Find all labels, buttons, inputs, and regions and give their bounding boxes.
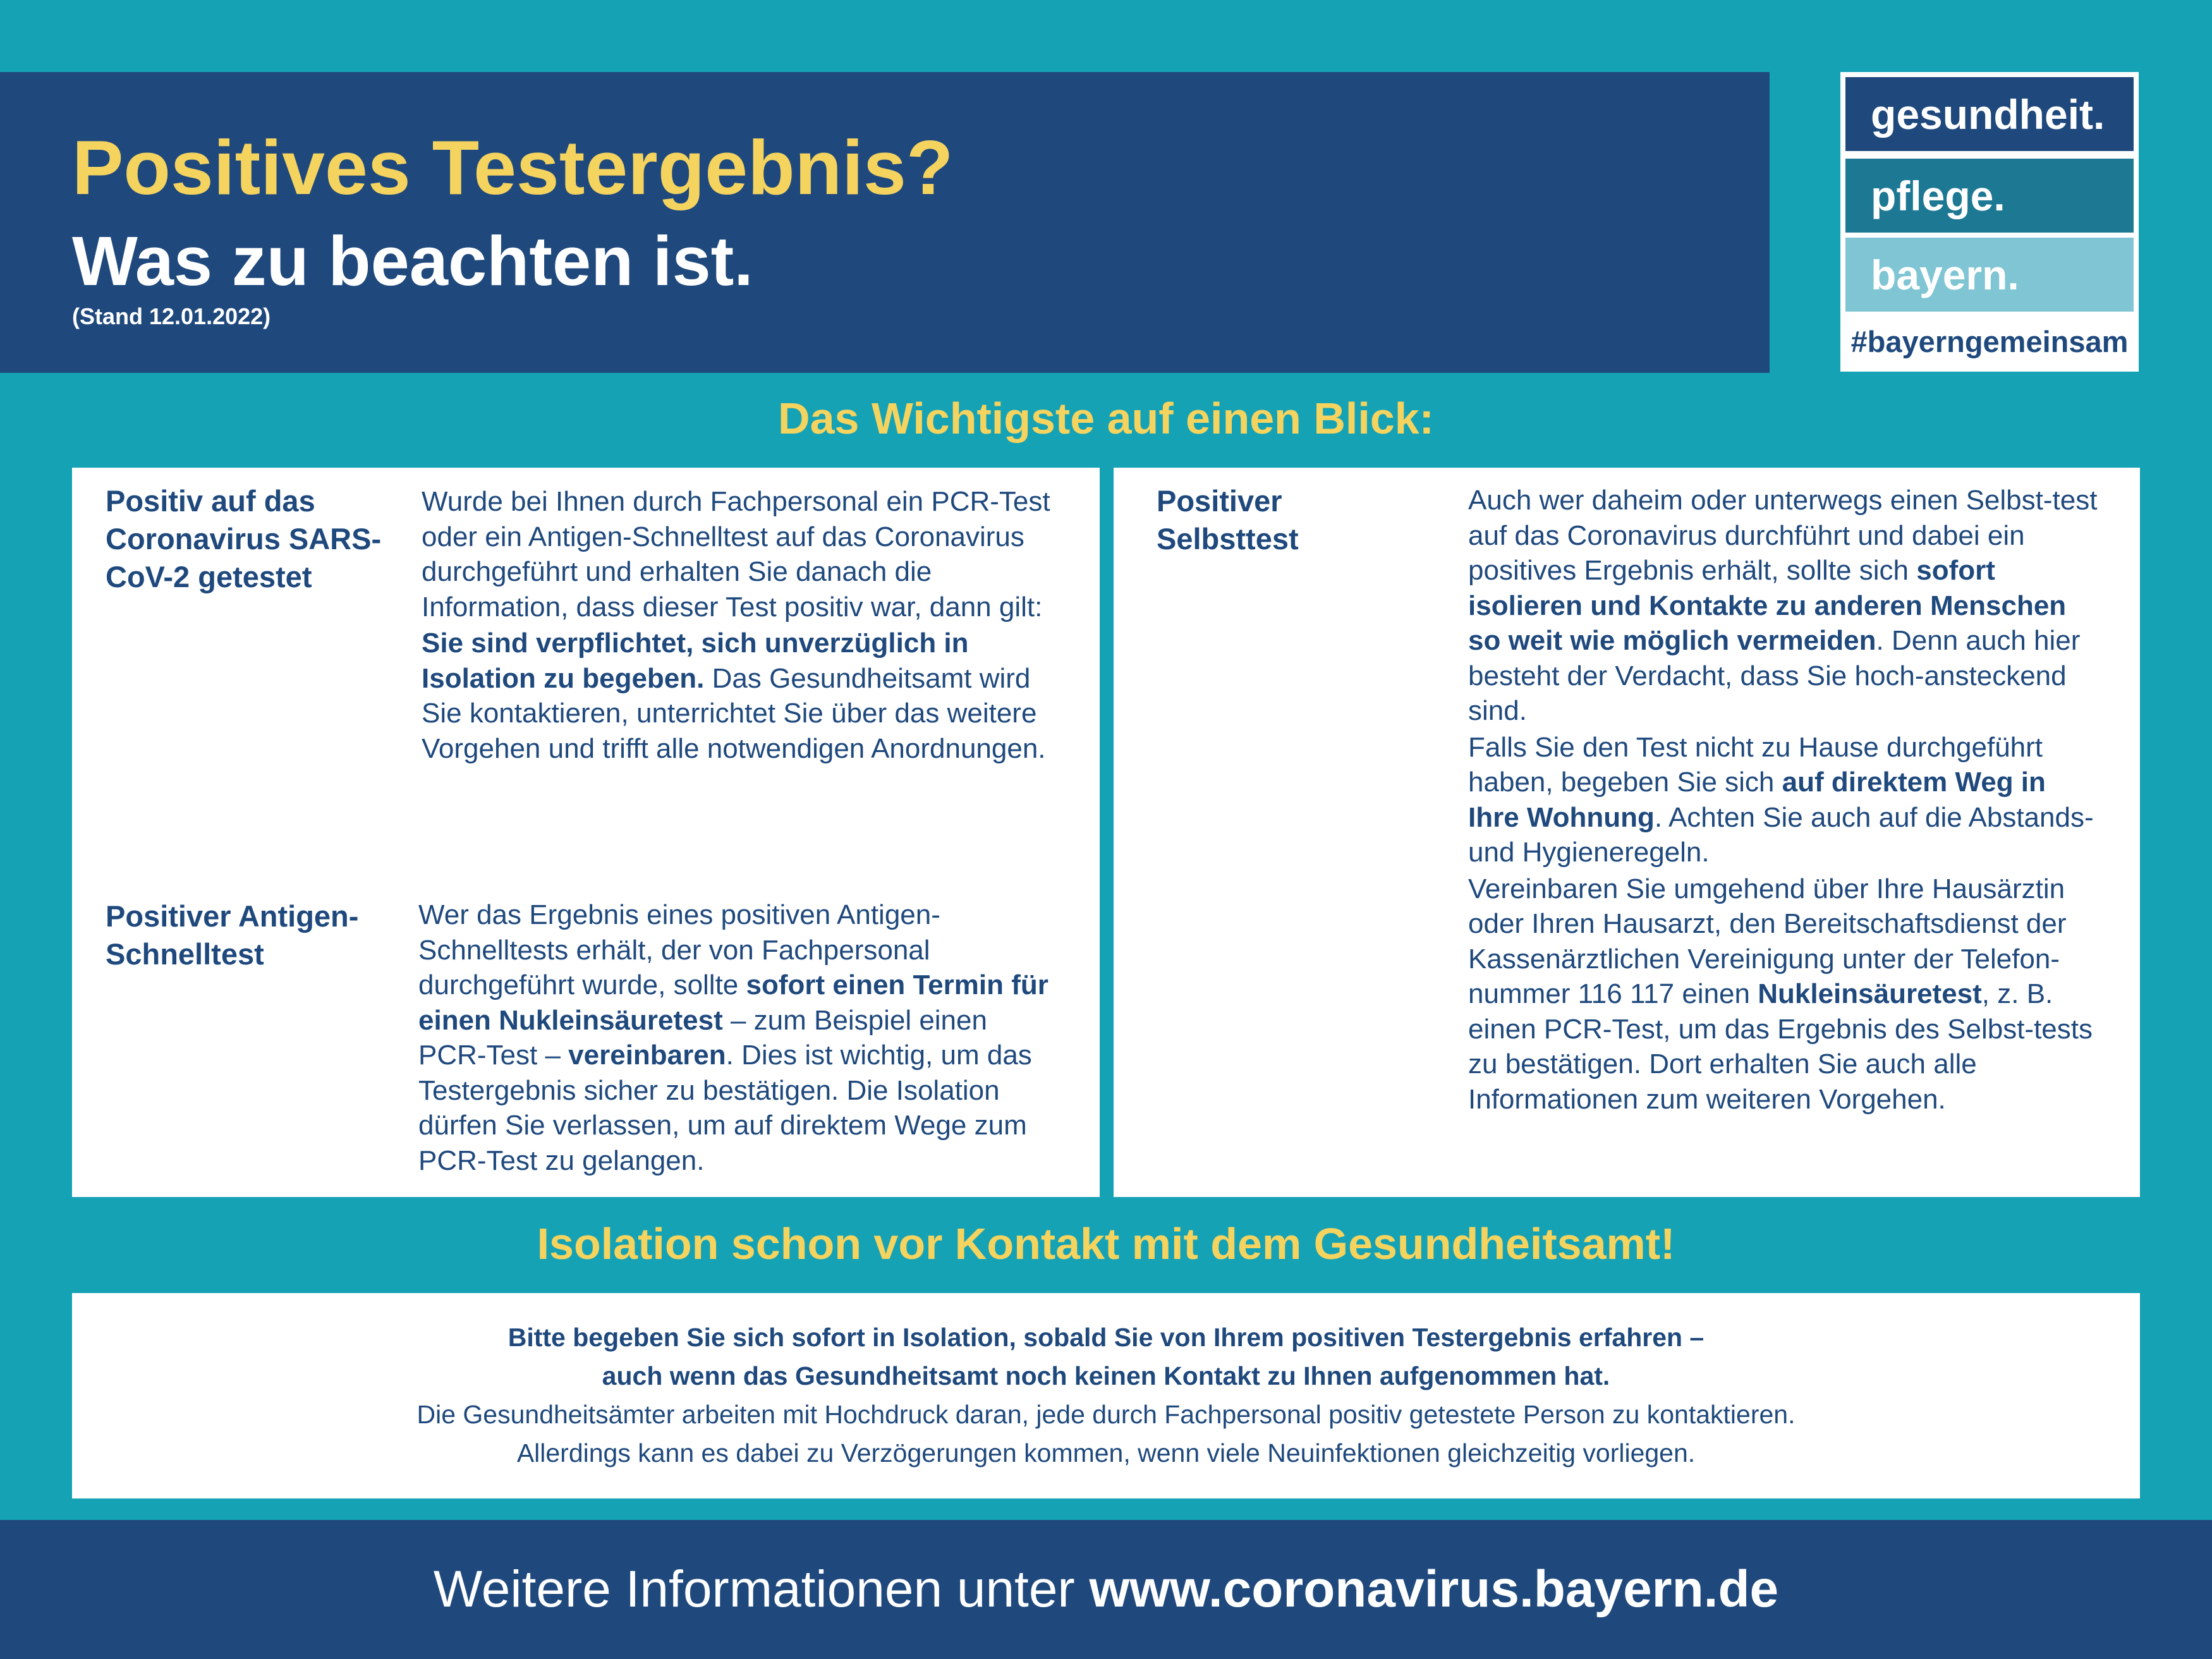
label-positive-self-test: Positiver Selbsttest [1157,484,1299,556]
text-antigen-bold2: vereinbaren [568,1040,726,1071]
footer-banner [0,1520,2212,1659]
panel-right [1114,468,2140,1197]
isolation-notice-line3: Die Gesundheitsämter arbeiten mit Hochdruck daran, jede durch Fachpersonal positiv getestete Person zu kontaktieren. [416,1400,1796,1429]
page-subtitle: Was zu beachten ist. [72,222,753,300]
text-selftest-p2-part2: . Achten Sie auch auf die Abstands- und Hygieneregeln. [1468,801,2094,868]
text-antigen-part2: – zum Beispiel einen PCR-Test – [418,1004,987,1071]
section-heading-isolation: Isolation schon vor Kontakt mit dem Gesundheitsamt! [537,1219,1675,1268]
paragraph-self-test-isolate [1468,483,2100,729]
logo-hashtag: #bayerngemeinsam [1850,324,2129,358]
panel-left [72,468,1100,1197]
isolation-notice-bold-line1: Bitte begeben Sie sich sofort in Isolation, sobald Sie von Ihrem positiven Testergebnis erfahren – [507,1323,1705,1352]
text-selftest-p1-part1: Auch wer daheim oder unterwegs einen Selbst-test auf das Coronavirus durchführt und dabei ein positives Ergebnis erhält, sollte sich [1468,485,2098,586]
text-selftest-p1-bold: sofort isolieren und Kontakte zu anderen Menschen so weit wie möglich vermeiden [1468,555,2067,656]
page-title: Positives Testergebnis? [72,125,954,210]
isolation-notice [72,1318,2140,1473]
date-stamp: (Stand 12.01.2022) [72,303,271,329]
footer-prefix: Weitere Informationen unter [433,1560,1090,1618]
logo-line-pflege: pflege. [1845,159,2134,233]
isolation-notice-bold-line2: auch wenn das Gesundheitsamt noch keinen Kontakt zu Ihnen aufgenommen hat. [602,1361,1610,1390]
paragraph-self-test-go-home [1468,730,2100,870]
logo-line-bayern: bayern. [1845,238,2134,312]
text-selftest-p2-bold: auf direktem Weg in Ihre Wohnung [1468,767,2046,833]
text-antigen-bold1: sofort einen Termin für einen Nukleinsäuretest [418,969,1048,1036]
label-positive-sars-cov-2: Positiv auf das Coronavirus SARS-CoV-2 getestet [106,484,382,593]
text-selftest-p3-bold: Nukleinsäuretest [1758,978,1982,1009]
section-heading-overview: Das Wichtigste auf einen Blick: [778,394,1434,443]
text-positive-self-test [1468,483,2100,1117]
text-selftest-p3-part2: , z. B. einen PCR-Test, um das Ergebnis des Selbst-tests zu bestätigen. Dort erhalten Sie auch alle Informationen zum weiteren Vorgehen. [1468,978,2093,1115]
paragraph-positive-info: Wurde bei Ihnen durch Fachpersonal ein PCR-Test oder ein Antigen-Schnelltest auf das Coronavirus durchgeführt und erhalten Sie danach die Information, dass dieser Test positiv war, dann gilt: [422,486,1050,623]
text-antigen-part3: . Dies ist wichtig, um das Testergebnis sicher zu bestätigen. Die Isolation dürfen Sie verlassen, um auf direktem Wege zum PCR-Test zu gelangen. [418,1040,1032,1176]
text-selftest-p1-part2: . Denn auch hier besteht der Verdacht, dass Sie hoch-ansteckend sind. [1468,625,2081,726]
text-positive-sars-cov-2 [422,484,1060,766]
label-positive-antigen-test: Positiver Antigen-Schnelltest [106,899,359,971]
paragraph-isolation-obligation [422,626,1060,766]
panel-bottom [72,1293,2140,1498]
text-antigen-part1: Wer das Ergebnis eines positiven Antigen-Schnelltests erhält, der von Fachpersonal durchgeführt wurde, sollte [418,899,940,1000]
footer-url-link[interactable]: www.coronavirus.bayern.de [1089,1560,1779,1618]
paragraph-self-test-book-test [1468,872,2100,1117]
isolation-notice-line4: Allerdings kann es dabei zu Verzögerungen kommen, wenn viele Neuinfektionen gleichzeitig vorliegen. [516,1438,1696,1468]
gesundheit-pflege-bayern-logo [1840,72,2139,372]
text-selftest-p3-part1: Vereinbaren Sie umgehend über Ihre Hausärztin oder Ihren Hausarzt, den Bereitschaftsdienst der Kassenärztlichen Vereinigung unter der Telefon-nummer 116 117 einen [1468,873,2067,1009]
logo-line-gesundheit: gesundheit. [1845,77,2134,151]
text-positive-antigen-test [418,897,1057,1178]
text-selftest-p2-part1: Falls Sie den Test nicht zu Hause durchgeführt haben, begeben Sie sich [1468,731,2043,798]
text-isolation-obligation-bold: Sie sind verpflichtet, sich unverzüglich in Isolation zu begeben. [422,628,969,694]
text-health-office-contact: Das Gesundheitsamt wird Sie kontaktieren, unterrichtet Sie über das weitere Vorgehen und trifft alle notwendigen Anordnungen. [422,662,1046,764]
